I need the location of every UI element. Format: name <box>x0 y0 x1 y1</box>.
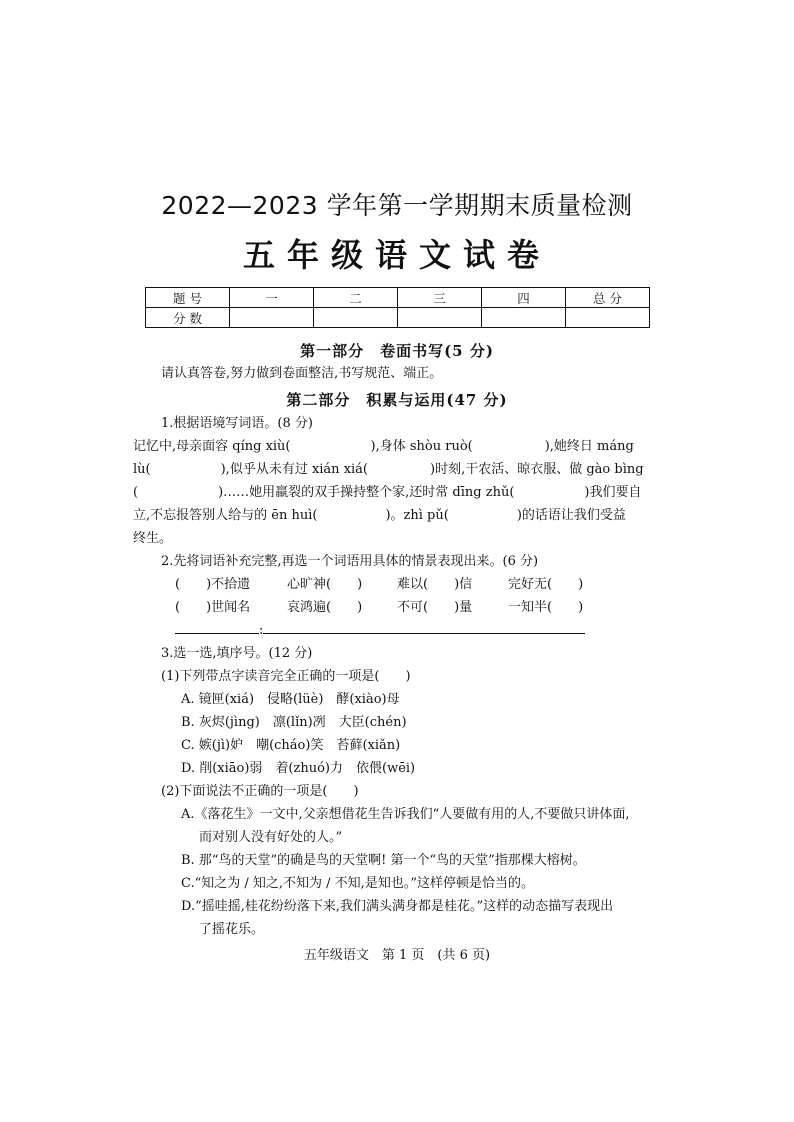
q1-text: 记忆中,母亲面容 qíng xiù( <box>133 439 291 454</box>
q1-text: )我们要自 <box>584 485 642 500</box>
score-cell-q2: 二 <box>314 288 398 308</box>
score-table-score-row <box>146 308 650 328</box>
page-footer: 五年级语文 第 1 页 (共 6 页) <box>303 948 491 963</box>
q1-line1 <box>133 436 634 458</box>
q1-text: 立,不忘报答别人给与的 ēn huì( <box>133 508 318 523</box>
q3-sub2: (2)下面说法不正确的一项是( ) <box>161 784 359 799</box>
score-table-header-row <box>146 288 650 308</box>
score-input-cell[interactable] <box>566 308 650 328</box>
exam-title-line2: 五年级语文试卷 <box>242 236 551 274</box>
score-input-cell[interactable] <box>398 308 482 328</box>
q1-text: )时刻,干农活、晾衣服、做 gào bìng <box>430 462 644 477</box>
q1-text: lù( <box>133 462 151 477</box>
q1-text: ),身体 shòu ruò( <box>370 439 473 454</box>
q3-2-option-a-cont: 而对别人没有好处的人。” <box>199 830 343 845</box>
q2-answer-line <box>175 620 585 642</box>
idiom-item[interactable]: ( )世闻名 <box>175 600 251 615</box>
q3-option-b[interactable]: B. 灰烬(jìng) 凛(lǐn)冽 大臣(chén) <box>181 715 407 730</box>
idiom-item[interactable]: 难以( )信 <box>397 577 473 592</box>
score-cell-label: 题 号 <box>146 288 230 308</box>
q1-line5: 终生。 <box>133 531 173 546</box>
q3-2-option-d-cont: 了摇花乐。 <box>199 922 265 937</box>
q3-stem: 3.选一选,填序号。(12 分) <box>161 646 313 661</box>
q1-line3 <box>133 482 641 504</box>
q1-text: )……她用羸裂的双手操持整个家,还时常 dīng zhǔ( <box>218 485 515 500</box>
q1-stem: 1.根据语境写词语。(8 分) <box>161 416 313 431</box>
part2-heading: 第二部分 积累与运用(47 分) <box>286 391 508 409</box>
score-cell-total: 总 分 <box>566 288 650 308</box>
q1-text: ),她终日 máng <box>544 439 634 454</box>
score-row-label: 分 数 <box>146 308 230 328</box>
idiom-item[interactable]: 心旷神( ) <box>287 577 363 592</box>
idiom-item[interactable]: 一知半( ) <box>508 600 584 615</box>
score-cell-q3: 三 <box>398 288 482 308</box>
q3-sub1: (1)下列带点字读音完全正确的一项是( ) <box>161 669 411 684</box>
q1-line2 <box>133 459 644 481</box>
exam-title-line1: 2022—2023 学年第一学期期末质量检测 <box>161 191 633 220</box>
q2-stem: 2.先将词语补充完整,再选一个词语用具体的情景表现出来。(6 分) <box>161 554 539 569</box>
q1-line4 <box>133 505 626 527</box>
score-input-cell[interactable] <box>482 308 566 328</box>
idiom-item[interactable]: 完好无( ) <box>508 577 584 592</box>
q3-2-option-d[interactable]: D.“摇哇摇,桂花纷纷落下来,我们满头满身都是桂花。”这样的动态描写表现出 <box>181 899 614 914</box>
q1-text: ( <box>133 485 139 500</box>
q1-text: )的话语让我们受益 <box>516 508 626 523</box>
q3-2-option-c[interactable]: C.“知之为 / 知之,不知为 / 不知,是知也。”这样停顿是恰当的。 <box>181 876 534 891</box>
idiom-item[interactable]: 哀鸿遍( ) <box>287 600 363 615</box>
idiom-item[interactable]: ( )不拾遗 <box>175 577 251 592</box>
scenario-answer-blank[interactable] <box>263 621 585 634</box>
score-input-cell[interactable] <box>314 308 398 328</box>
score-table <box>145 287 650 328</box>
q2-colon: : <box>259 623 264 638</box>
part1-instructions: 请认真答卷,努力做到卷面整洁,书写规范、端正。 <box>161 366 443 381</box>
score-cell-q1: 一 <box>230 288 314 308</box>
score-cell-q4: 四 <box>482 288 566 308</box>
q3-2-option-b[interactable]: B. 那“鸟的天堂”的确是鸟的天堂啊! 第一个“鸟的天堂”指那棵大榕树。 <box>181 853 586 868</box>
q3-2-option-a[interactable]: A.《落花生》一文中,父亲想借花生告诉我们“人要做有用的人,不要做只讲体面, <box>181 807 630 822</box>
q1-text: ),似乎从未有过 xián xiá( <box>220 462 369 477</box>
q3-option-c[interactable]: C. 嫉(jì)妒 嘲(cháo)笑 苔藓(xiǎn) <box>181 738 401 753</box>
score-input-cell[interactable] <box>230 308 314 328</box>
q3-option-d[interactable]: D. 削(xiāo)弱 着(zhuó)力 依偎(wēi) <box>181 761 416 776</box>
idiom-answer-blank[interactable] <box>175 621 259 634</box>
q1-text: )。zhì pǔ( <box>385 508 449 523</box>
part1-heading: 第一部分 卷面书写(5 分) <box>300 342 494 360</box>
q3-option-a[interactable]: A. 镜匣(xiá) 侵略(lüè) 酵(xiào)母 <box>181 692 400 707</box>
idiom-item[interactable]: 不可( )量 <box>397 600 473 615</box>
